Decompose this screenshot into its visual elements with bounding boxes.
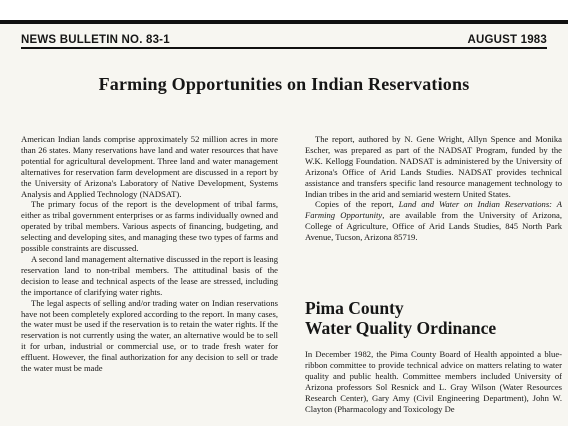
bulletin-date: AUGUST 1983 (467, 34, 547, 46)
report-title: Land and Water on Indian Reservations: A Farming Opportunity (305, 199, 562, 221)
paragraph: The report, authored by N. Gene Wright, Allyn Spence and Monika Escher, was prepared as part of the NADSAT Program, funded by the W.K. Kellogg Foundation. NADSAT is administered by the University of Arizona's Office of Arid Lands Studies. NADSAT provides technical assistance and transfers specific land resource management technology to Indian tribes in the arid and semiarid western United States. (305, 134, 562, 199)
paragraph: The legal aspects of selling and/or trading water on Indian reservations have not been completely explored according to the report. In many cases, the water must be used if the reservation is to retain the water rights. If the reservation is not currently using the water, an alternative would be to sell it for urban, industrial or commercial use, or to trade fresh water for effluent. However, the final authorization for any decision to sell or trade the water must be made (21, 297, 278, 374)
section-heading (305, 298, 562, 338)
section-heading-line1: Pima County (305, 298, 404, 318)
copies-text-pre: Copies of the report, (315, 199, 399, 210)
paragraph: American Indian lands comprise approximately 52 million acres in more than 26 states. Many reservations have land and water resources that have potential for agricultural development. Three land and water management alternatives for reservation farm development are discussed in a report by the University of Arizona's Laboratory of Native Development, Systems Analysis and Applied Technology (NADSAT). (21, 134, 278, 199)
article-title: Farming Opportunities on Indian Reservations (98, 74, 470, 94)
bulletin-number: NEWS BULLETIN NO. 83-1 (21, 34, 170, 46)
left-column (21, 134, 278, 374)
paragraph: In December 1982, the Pima County Board of Health appointed a blue-ribbon committee to provide technical advice on matters relating to water quality and public health. Committee members included University of Arizona professors Sol Resnick and L. Gray Wilson (Water Resources Research Center), Gary Amy (Civil Engineering Department), John W. Clayton (Pharmacology and Toxicology De (305, 349, 562, 414)
section-heading-line2: Water Quality Ordinance (305, 318, 497, 338)
top-banner-strip (0, 0, 568, 24)
paragraph-copies (305, 199, 562, 243)
paragraph: A second land management alternative discussed in the report is leasing reservation land to non-tribal members. The attitudinal basis of the decision to lease and technical aspects of the lease are stressed, including the importance of clarifying water rights. (21, 253, 278, 297)
paragraph: The primary focus of the report is the development of tribal farms, either as tribal government enterprises or as farms individually owned and operated by tribal members. Various aspects of financing, budgeting, and selecting and developing sites, and managing these two types of farms and possible constraints are discussed. (21, 199, 278, 254)
header-rule (21, 47, 547, 49)
right-column (305, 134, 562, 243)
copies-text-post: , are available from the University of Arizona, College of Agriculture, Office of Arid Lands Studies, 845 North Park Avenue, Tucson, Arizona 85719. (305, 210, 562, 243)
section-body (305, 349, 562, 414)
bulletin-header (21, 28, 547, 46)
